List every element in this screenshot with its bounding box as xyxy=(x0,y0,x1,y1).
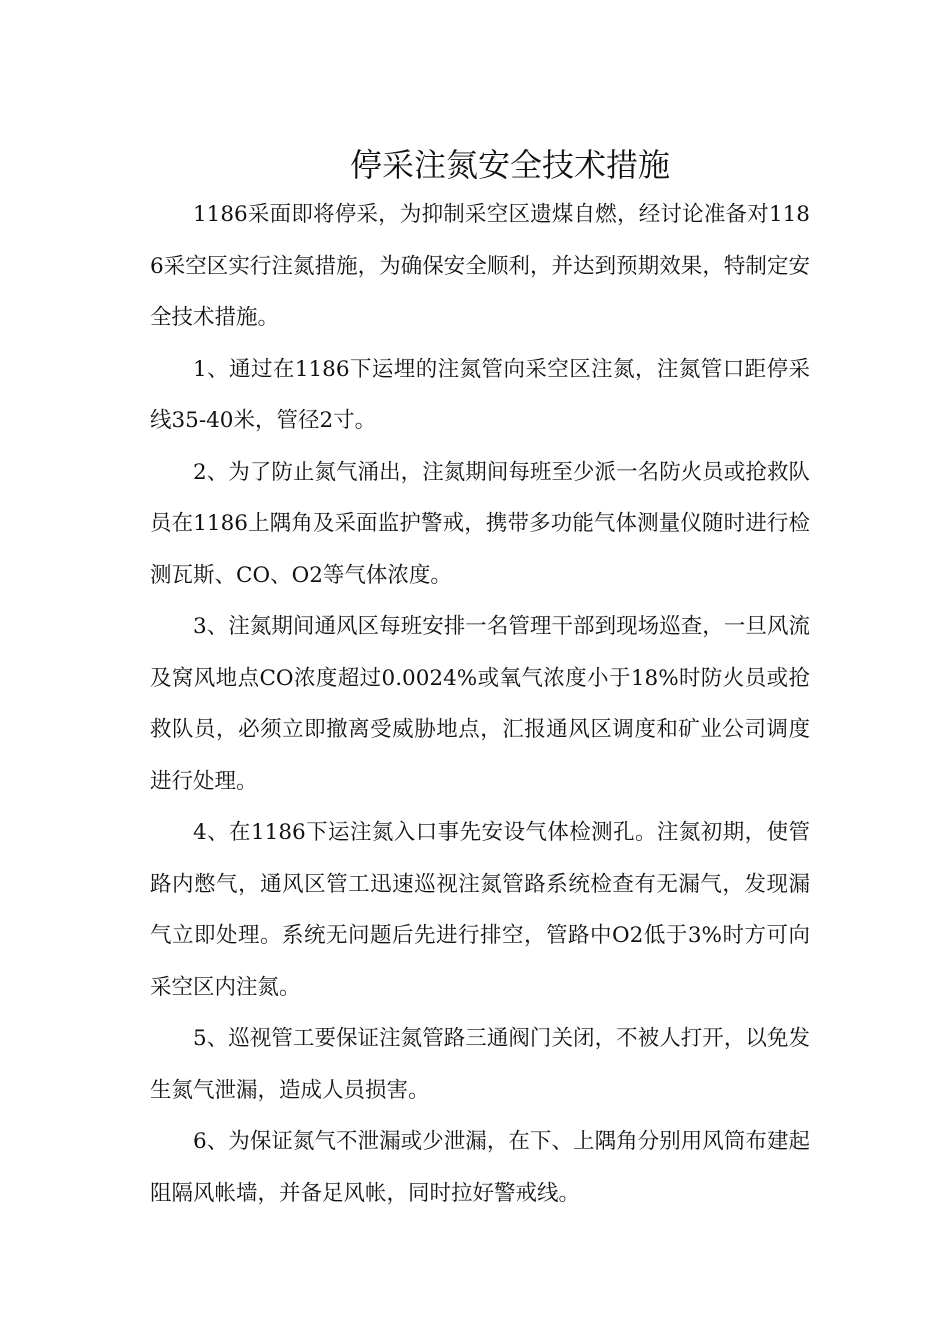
document-body xyxy=(150,189,810,1219)
paragraph-item-6: 6、为保证氮气不泄漏或少泄漏，在下、上隅角分别用风筒布建起阻隔风帐墙，并备足风帐，同时拉好警戒线。 xyxy=(150,1129,810,1206)
paragraph-item-1: 1、通过在1186下运埋的注氮管向采空区注氮，注氮管口距停采线35-40米，管径2寸。 xyxy=(150,356,810,433)
paragraph-intro: 1186采面即将停采，为抑制采空区遗煤自燃，经讨论准备对1186采空区实行注氮措施，为确保安全顺利，并达到预期效果，特制定安全技术措施。 xyxy=(150,202,810,330)
paragraph-item-5: 5、巡视管工要保证注氮管路三通阀门关闭，不被人打开，以免发生氮气泄漏，造成人员损害。 xyxy=(150,1026,810,1103)
document-title: 停采注氮安全技术措施 xyxy=(349,146,670,185)
paragraph-item-3: 3、注氮期间通风区每班安排一名管理干部到现场巡查，一旦风流及窝风地点CO浓度超过0.0024%或氧气浓度小于18%时防火员或抢救队员，必须立即撤离受威胁地点，汇报通风区调度和矿业公司调度进行处理。 xyxy=(150,614,810,794)
paragraph-item-4: 4、在1186下运注氮入口事先安设气体检测孔。注氮初期，使管路内憋气，通风区管工迅速巡视注氮管路系统检查有无漏气，发现漏气立即处理。系统无问题后先进行排空，管路中O2低于3%时方可向采空区内注氮。 xyxy=(150,820,810,1000)
paragraph-item-2: 2、为了防止氮气涌出，注氮期间每班至少派一名防火员或抢救队员在1186上隅角及采面监护警戒，携带多功能气体测量仪随时进行检测瓦斯、CO、O2等气体浓度。 xyxy=(150,459,810,588)
